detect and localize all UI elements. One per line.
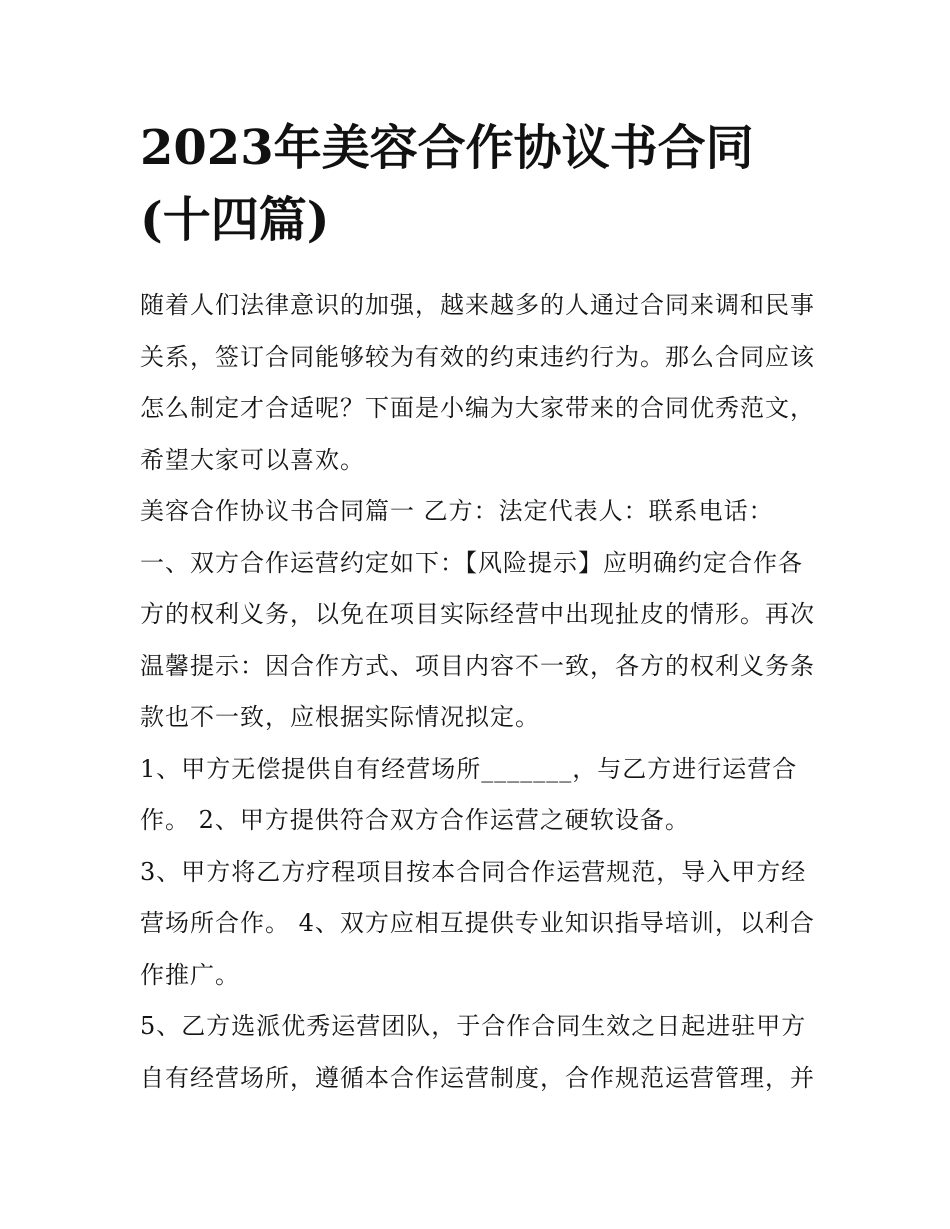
paragraph-section-heading (140, 486, 818, 538)
text-line: 随着人们法律意识的加强，越来越多的人通过合同来调和民事 (140, 291, 815, 319)
paragraph-intro (140, 280, 818, 486)
text-line: 关系，签订合同能够较为有效的约束违约行为。那么合同应该 (140, 342, 815, 371)
text-line: 3、甲方将乙方疗程项目按本合同合作运营规范，导入甲方经 (140, 857, 807, 886)
paragraph-item-5 (140, 1001, 818, 1104)
text-line: 一、双方合作运营约定如下：【风险提示】应明确约定合作各 (140, 548, 803, 577)
text-line: 希望大家可以喜欢。 (140, 445, 365, 474)
text-line: 营场所合作。 4、双方应相互提供专业知识指导培训，以利合 (140, 909, 815, 937)
text-line: 5、乙方选派优秀运营团队，于合作合同生效之日起进驻甲方 (140, 1012, 807, 1040)
text-line: 款也不一致，应根据实际情况拟定。 (140, 703, 540, 731)
text-line: 美容合作协议书合同篇一 乙方：法定代表人：联系电话： (140, 497, 774, 525)
paragraph-clause-1 (140, 538, 818, 744)
text-line: 自有经营场所，遵循本合作运营制度，合作规范运营管理，并 (140, 1063, 815, 1092)
text-line: 方的权利义务，以免在项目实际经营中出现扯皮的情形。再次 (140, 600, 815, 628)
paragraph-items-3-4 (140, 847, 818, 1002)
title-line-1: 2023年美容合作协议书合同 (140, 120, 754, 176)
text-line: 1、甲方无偿提供自有经营场所_______，与乙方进行运营合 (140, 754, 798, 783)
paragraph-items-1-2 (140, 744, 818, 847)
text-line: 怎么制定才合适呢？下面是小编为大家带来的合同优秀范文， (140, 394, 815, 422)
title-line-2: (十四篇) (140, 192, 330, 248)
text-line: 作。 2、甲方提供符合双方合作运营之硬软设备。 (140, 806, 690, 834)
document-title (140, 112, 830, 256)
text-line: 作推广。 (140, 960, 240, 989)
document-body (140, 280, 818, 1104)
text-line: 温馨提示：因合作方式、项目内容不一致，各方的权利义务条 (140, 651, 815, 680)
